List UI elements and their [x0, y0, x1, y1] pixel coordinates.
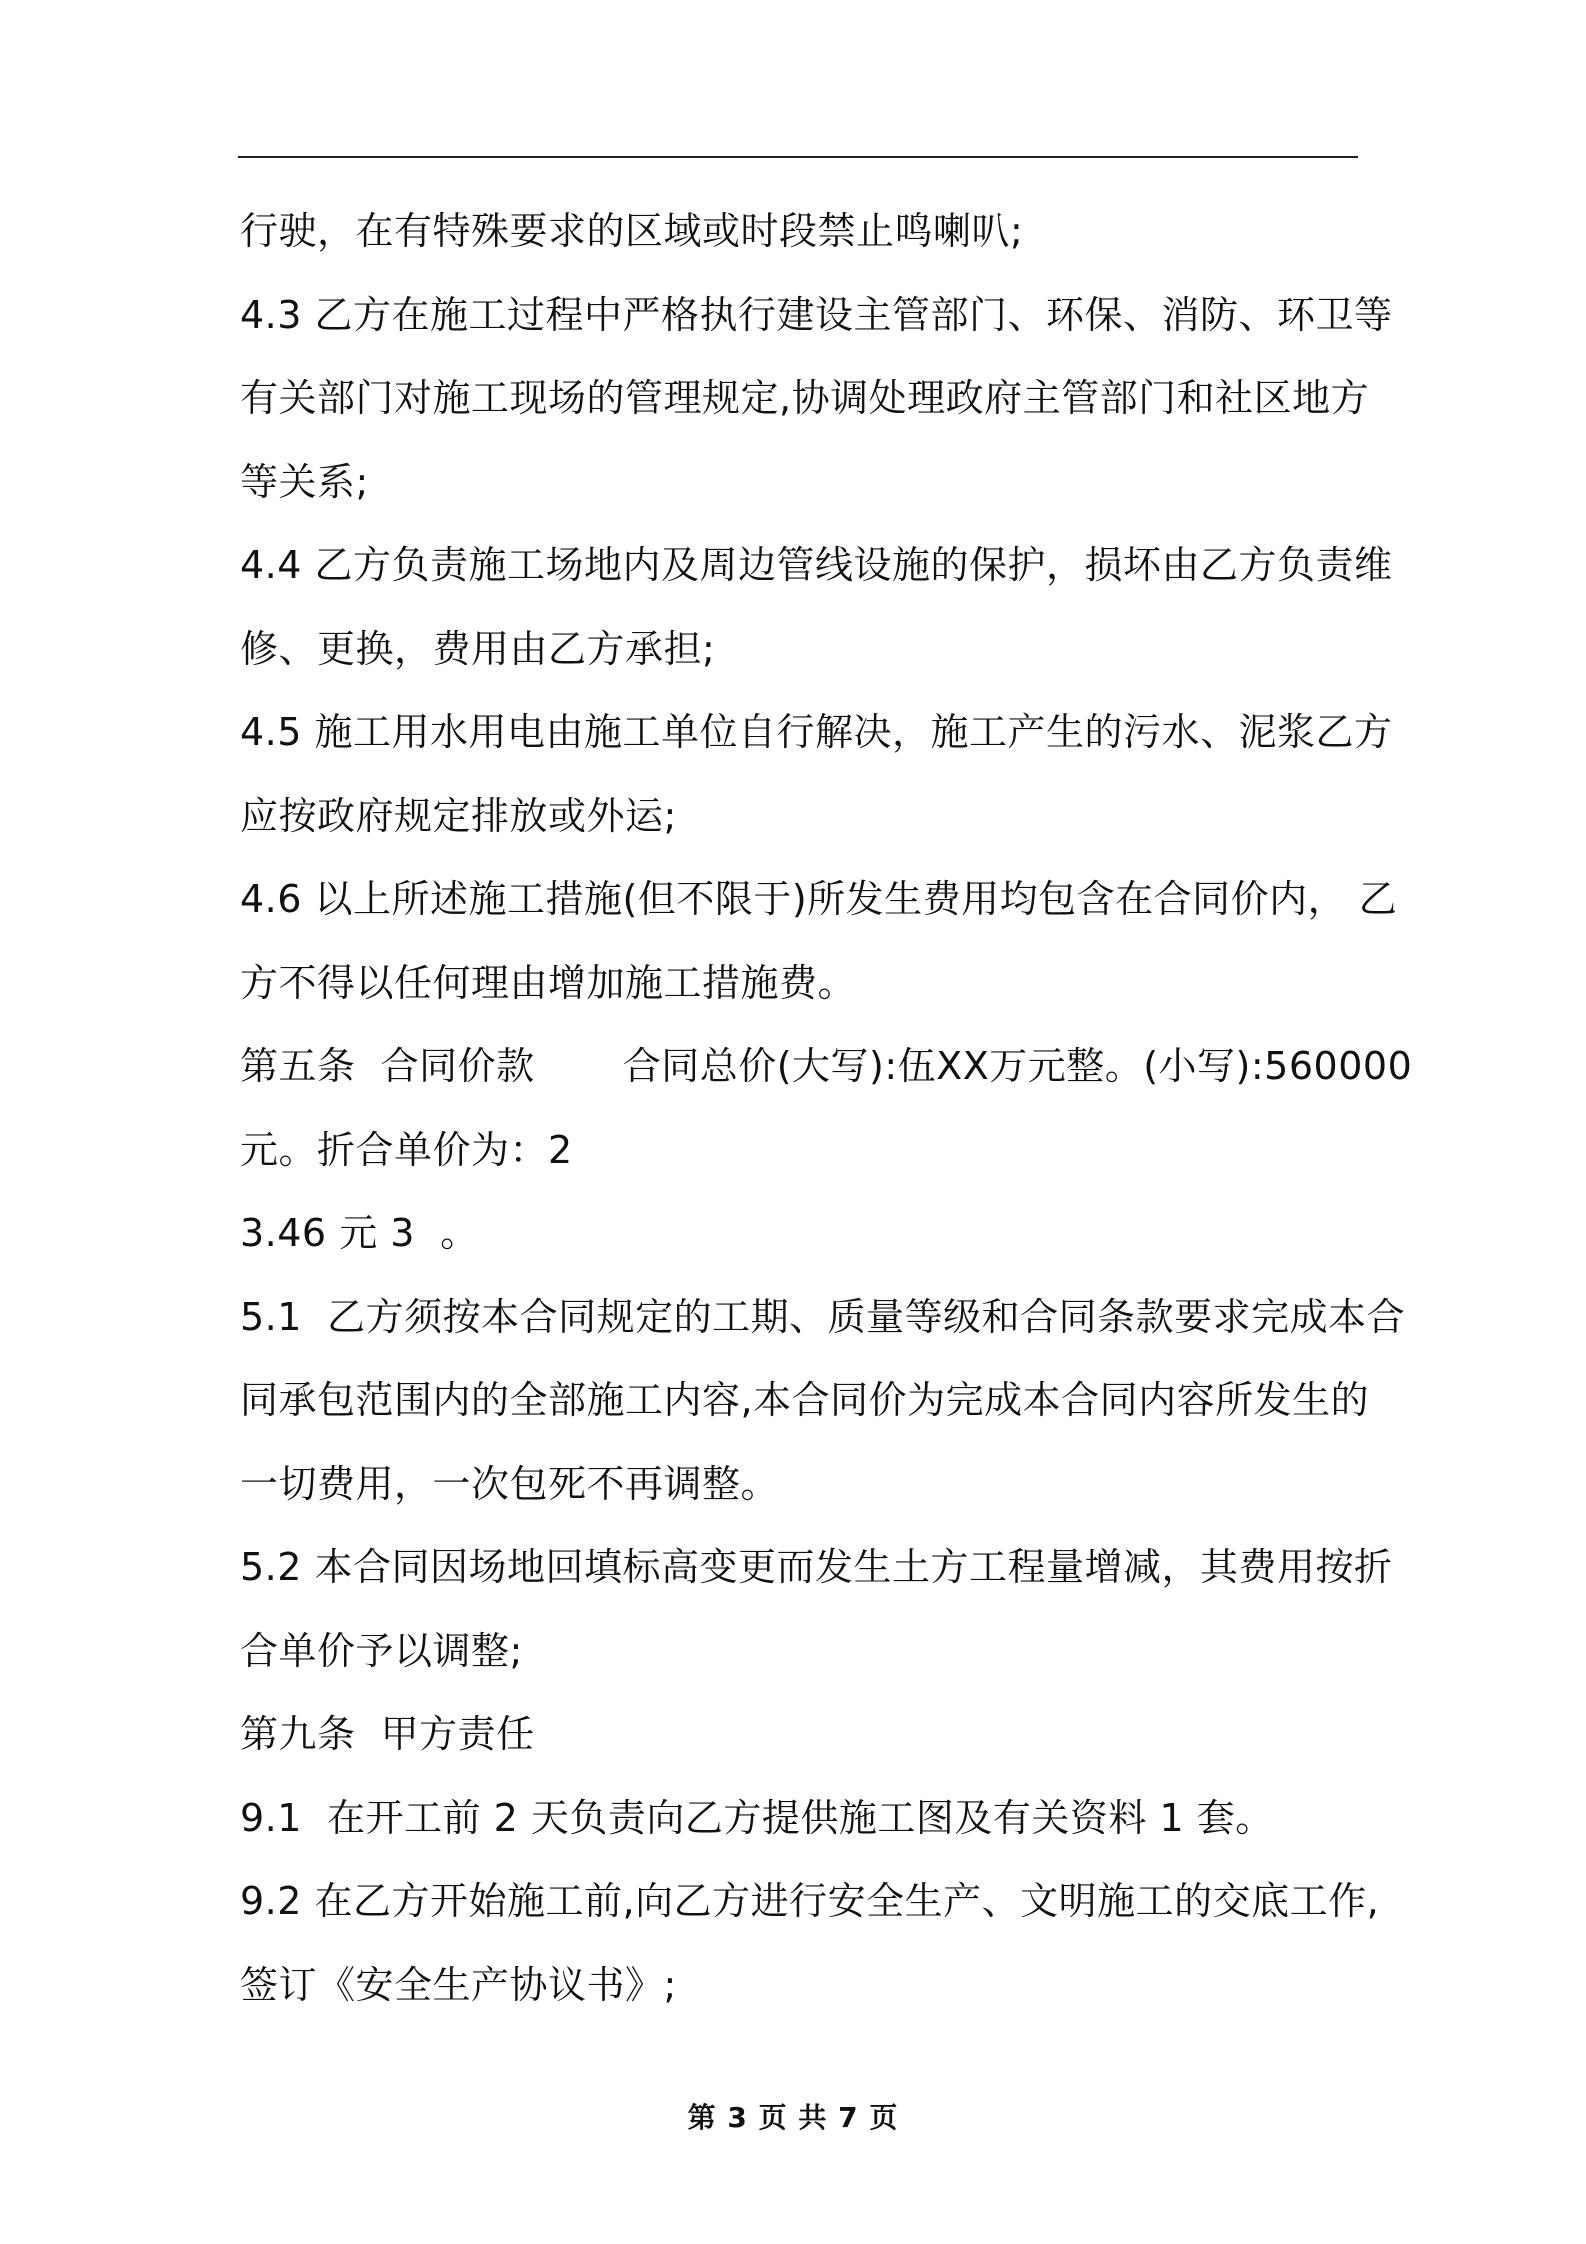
text-line: 行驶，在有特殊要求的区域或时段禁止鸣喇叭; — [240, 209, 1024, 253]
text-line: 5.2 本合同因场地回填标高变更而发生土方工程量增减，其费用按折 — [240, 1545, 1393, 1589]
text-line: 合单价予以调整; — [240, 1628, 523, 1673]
text-line: 第五条 合同价款 合同总价(大写):伍XX万元整。(小写):560000 — [240, 1044, 1413, 1088]
page-number: 第 3 页 共 7 页 — [687, 2101, 899, 2134]
text-line: 第九条 甲方责任 — [240, 1712, 535, 1756]
text-line: 修、更换，费用由乙方承担; — [240, 626, 716, 671]
text-line: 签订《安全生产协议书》; — [240, 1962, 677, 2007]
document-body — [240, 190, 1413, 2027]
text-line: 3.46 元 3 。 — [240, 1211, 479, 1255]
text-line: 9.1 在开工前 2 天负责向乙方提供施工图及有关资料 1 套。 — [240, 1795, 1274, 1840]
text-line: 一切费用，一次包死不再调整。 — [240, 1461, 780, 1506]
text-line: 9.2 在乙方开始施工前,向乙方进行安全生产、文明施工的交底工作, — [240, 1879, 1380, 1923]
text-line: 4.5 施工用水用电由施工单位自行解决，施工产生的污水、泥浆乙方 — [240, 710, 1393, 754]
text-line: 元。折合单价为：2 — [240, 1127, 573, 1172]
text-line: 5.1 乙方须按本合同规定的工期、质量等级和合同条款要求完成本合 — [240, 1294, 1406, 1339]
header-rule — [238, 156, 1358, 158]
text-line: 同承包范围内的全部施工内容,本合同价为完成本合同内容所发生的 — [240, 1378, 1370, 1422]
text-line: 等关系; — [240, 459, 369, 504]
text-line: 4.3 乙方在施工过程中严格执行建设主管部门、环保、消防、环卫等 — [240, 292, 1393, 337]
text-line: 有关部门对施工现场的管理规定,协调处理政府主管部门和社区地方 — [240, 376, 1370, 420]
text-line: 方不得以任何理由增加施工措施费。 — [240, 960, 857, 1005]
text-line: 4.6 以上所述施工措施(但不限于)所发生费用均包含在合同价内， 乙 — [240, 877, 1398, 921]
text-line: 应按政府规定排放或外运; — [240, 793, 677, 838]
text-line: 4.4 乙方负责施工场地内及周边管线设施的保护，损坏由乙方负责维 — [240, 543, 1393, 587]
